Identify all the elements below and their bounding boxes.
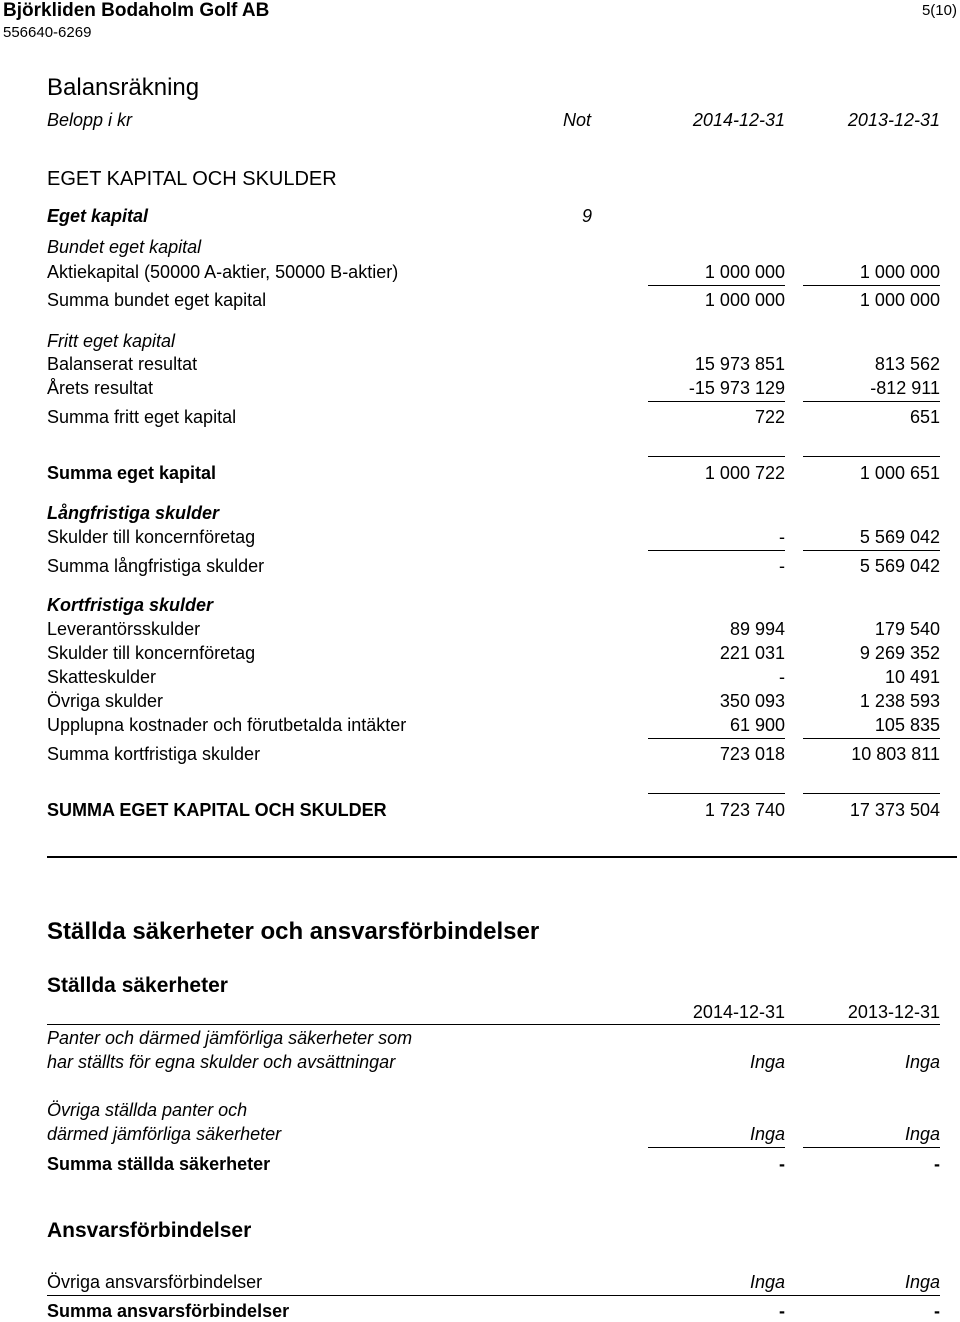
pledges-title: Ställda säkerheter och ansvarsförbindelser xyxy=(47,918,540,945)
collateral-sum-y2: - xyxy=(934,1154,940,1174)
page-divider xyxy=(47,856,957,858)
short-term-row-y2: 105 835 xyxy=(874,715,940,735)
own-debts-y1: Inga xyxy=(749,1052,785,1072)
short-term-row-label: Övriga skulder xyxy=(47,691,164,711)
short-term-sum-label: Summa kortfristiga skulder xyxy=(47,744,261,764)
rule xyxy=(803,401,940,402)
short-term-row-label: Skulder till koncernföretag xyxy=(47,643,256,663)
short-term-sum-y2: 10 803 811 xyxy=(851,744,940,764)
col-header-year1: 2014-12-31 xyxy=(692,110,785,130)
restricted-equity-heading: Bundet eget kapital xyxy=(47,237,202,257)
col-header-year2: 2013-12-31 xyxy=(847,110,940,130)
rule xyxy=(648,738,785,739)
page-title: Balansräkning xyxy=(47,74,200,101)
long-term-sum-y2: 5 569 042 xyxy=(859,556,940,576)
short-term-heading: Kortfristiga skulder xyxy=(47,595,214,615)
grand-total-label: SUMMA EGET KAPITAL OCH SKULDER xyxy=(47,800,387,820)
short-term-row-y1: 89 994 xyxy=(729,619,785,639)
year-result-y2: -812 911 xyxy=(870,378,940,398)
collateral-sum-label: Summa ställda säkerheter xyxy=(47,1154,271,1174)
short-term-row-y1: - xyxy=(779,667,785,687)
equity-total-label: Summa eget kapital xyxy=(47,463,217,483)
rule xyxy=(648,285,785,286)
contingent-other-label: Övriga ansvarsförbindelser xyxy=(47,1272,263,1292)
col-header-note: Not xyxy=(563,110,592,130)
rule xyxy=(648,793,785,794)
own-debts-y2: Inga xyxy=(904,1052,940,1072)
col-header-label: Belopp i kr xyxy=(47,110,133,130)
year-result-label: Årets resultat xyxy=(47,378,154,398)
own-debts-label-line1: Panter och därmed jämförliga säkerheter som xyxy=(47,1028,413,1048)
year-result-y1: -15 973 129 xyxy=(688,378,785,398)
rule xyxy=(803,550,940,551)
unrestricted-sum-y1: 722 xyxy=(754,407,785,427)
long-term-sum-label: Summa långfristiga skulder xyxy=(47,556,265,576)
short-term-row-y2: 179 540 xyxy=(874,619,940,639)
contingent-sum-label: Summa ansvarsförbindelser xyxy=(47,1301,290,1321)
equity-heading: Eget kapital xyxy=(47,206,149,226)
contingent-other-y2: Inga xyxy=(904,1272,940,1292)
long-term-heading: Långfristiga skulder xyxy=(47,503,220,523)
contingent-heading: Ansvarsförbindelser xyxy=(47,1219,252,1242)
short-term-row-y2: 9 269 352 xyxy=(859,643,940,663)
own-debts-label-line2: har ställts för egna skulder och avsättningar xyxy=(47,1052,396,1072)
short-term-row-label: Skatteskulder xyxy=(47,667,157,687)
retained-earnings-y2: 813 562 xyxy=(874,354,940,374)
short-term-row-y2: 10 491 xyxy=(884,667,940,687)
rule xyxy=(648,456,785,457)
equity-total-y1: 1 000 722 xyxy=(704,463,785,483)
rule xyxy=(803,456,940,457)
retained-earnings-label: Balanserat resultat xyxy=(47,354,198,374)
grand-total-y2: 17 373 504 xyxy=(849,800,940,820)
share-capital-y2: 1 000 000 xyxy=(859,262,940,282)
rule xyxy=(47,1024,940,1025)
collateral-heading: Ställda säkerheter xyxy=(47,974,228,997)
short-term-sum-y1: 723 018 xyxy=(719,744,785,764)
other-pledges-label-line2: därmed jämförliga säkerheter xyxy=(47,1124,282,1144)
unrestricted-equity-heading: Fritt eget kapital xyxy=(47,331,176,351)
long-term-sum-y1: - xyxy=(779,556,785,576)
rule xyxy=(803,738,940,739)
long-term-group-debt-y1: - xyxy=(779,527,785,547)
rule xyxy=(803,285,940,286)
restricted-sum-y1: 1 000 000 xyxy=(704,290,785,310)
company-name: Björkliden Bodaholm Golf AB xyxy=(3,0,270,21)
rule xyxy=(803,1147,940,1148)
rule xyxy=(648,401,785,402)
contingent-sum-y1: - xyxy=(779,1301,785,1321)
restricted-sum-y2: 1 000 000 xyxy=(859,290,940,310)
share-capital-y1: 1 000 000 xyxy=(704,262,785,282)
contingent-sum-y2: - xyxy=(934,1301,940,1321)
short-term-row-y2: 1 238 593 xyxy=(859,691,940,711)
other-pledges-y1: Inga xyxy=(749,1124,785,1144)
short-term-row-y1: 350 093 xyxy=(719,691,785,711)
grand-total-y1: 1 723 740 xyxy=(704,800,785,820)
rule xyxy=(803,793,940,794)
rule xyxy=(47,1295,940,1296)
long-term-group-debt-y2: 5 569 042 xyxy=(859,527,940,547)
contingent-other-y1: Inga xyxy=(749,1272,785,1292)
short-term-row-label: Leverantörsskulder xyxy=(47,619,201,639)
collateral-sum-y1: - xyxy=(779,1154,785,1174)
short-term-row-y1: 61 900 xyxy=(729,715,785,735)
rule xyxy=(648,550,785,551)
other-pledges-label-line1: Övriga ställda panter och xyxy=(47,1100,248,1120)
other-pledges-y2: Inga xyxy=(904,1124,940,1144)
short-term-row-label: Upplupna kostnader och förutbetalda intäkter xyxy=(47,715,407,735)
page-number: 5(10) xyxy=(921,2,957,19)
short-term-row-y1: 221 031 xyxy=(719,643,785,663)
org-number: 556640-6269 xyxy=(3,24,92,41)
restricted-sum-label: Summa bundet eget kapital xyxy=(47,290,267,310)
equity-total-y2: 1 000 651 xyxy=(859,463,940,483)
long-term-group-debt-label: Skulder till koncernföretag xyxy=(47,527,256,547)
section-title: EGET KAPITAL OCH SKULDER xyxy=(47,168,337,190)
share-capital-label: Aktiekapital (50000 A-aktier, 50000 B-aktier) xyxy=(47,262,399,282)
collateral-year2: 2013-12-31 xyxy=(847,1002,940,1022)
unrestricted-sum-y2: 651 xyxy=(909,407,940,427)
equity-note: 9 xyxy=(582,206,593,226)
rule xyxy=(648,1147,785,1148)
collateral-year1: 2014-12-31 xyxy=(692,1002,785,1022)
retained-earnings-y1: 15 973 851 xyxy=(694,354,785,374)
unrestricted-sum-label: Summa fritt eget kapital xyxy=(47,407,237,427)
